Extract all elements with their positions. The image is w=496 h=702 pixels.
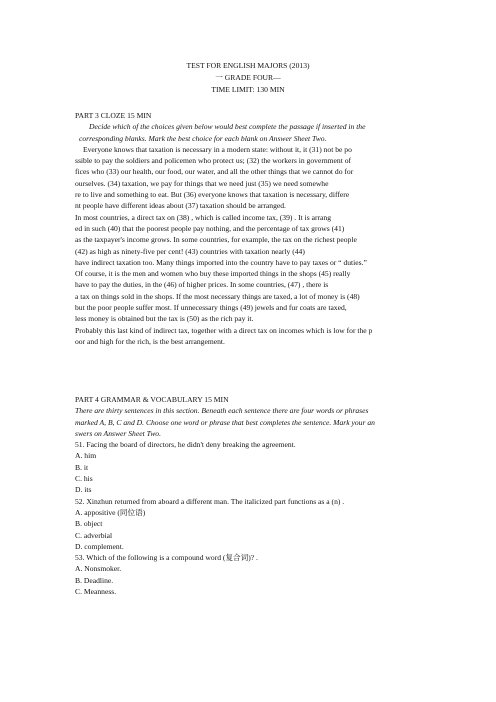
part3-instruction-line: Decide which of the choices given below would best complete the passage if inserted in the — [89, 122, 366, 132]
time-limit: TIME LIMIT: 130 MIN — [211, 85, 285, 94]
passage-line: Of course, it is the men and women who buy these imported things in the shops (45) really — [75, 269, 351, 279]
part4-instruction-line: There are thirty sentences in this section. Beneath each sentence there are four words or phrases — [75, 406, 369, 416]
part4-instruction-line: marked A, B, C and D. Choose one word or phrase that best completes the sentence. Mark your an — [75, 417, 375, 427]
part3-instruction-line: corresponding blanks. Mark the best choice for each blank on Answer Sheet Two. — [79, 133, 327, 143]
passage-line: a tax on things sold in the shops. If the most necessary things are taxed, a lot of money is (48) — [75, 291, 360, 301]
question-52-option: C. adverbial — [75, 530, 113, 540]
question-51-option: A. him — [75, 451, 97, 461]
passage-line: as the taxpayer's income grows. In some countries, for example, the tax on the richest people — [75, 235, 357, 245]
question-52-option: B. object — [75, 519, 103, 529]
question-53-option: A. Nonsmoker. — [75, 564, 122, 574]
question-52-option: D. complement. — [75, 541, 124, 551]
passage-line: (42) as high as ninety-five per cent! (43) countries with taxation nearly (44) — [75, 246, 305, 256]
passage-line: nt people have different ideas about (37) taxation should be arranged. — [75, 201, 286, 211]
question-53-option: C. Meanness. — [75, 587, 117, 597]
question-51-option: D. its — [75, 485, 92, 495]
part4-section — [75, 394, 423, 597]
part3-section — [75, 110, 423, 347]
passage-line: re to live and something to eat. But (36) everyone knows that taxation is necessary, differe — [75, 190, 350, 200]
passage-line: ourselves. (34) taxation, we pay for things that we need just (35) we need somewhe — [75, 178, 329, 188]
grade-label: 一 GRADE FOUR— — [215, 73, 281, 82]
passage-line: less money is obtained but the tax is (50) as the rich pay it. — [75, 314, 254, 324]
question-51-option: C. his — [75, 474, 93, 484]
passage-line: fices who (33) our health, our food, our water, and all the other things that we cannot do for — [75, 167, 354, 177]
part4-heading: PART 4 GRAMMAR & VOCABULARY 15 MIN — [75, 395, 229, 404]
question-52-option: A. appositive (同位语) — [75, 507, 146, 517]
exam-title: TEST FOR ENGLISH MAJORS (2013) — [186, 61, 310, 70]
part3-heading: PART 3 CLOZE 15 MIN — [75, 111, 152, 120]
question-52-stem: 52. Xinzhun returned from aboard a different man. The italicized part functions as a (n) . — [75, 496, 345, 506]
passage-line: Everyone knows that taxation is necessary in a modern state: without it, it (31) not be po — [83, 144, 352, 154]
passage-line: In most countries, a direct tax on (38) , which is called income tax, (39) . It is arrang — [75, 212, 331, 222]
passage-line: have to pay the duties, in the (46) of higher prices. In some countries, (47) , there is — [75, 280, 329, 290]
question-51-stem: 51. Facing the board of directors, he didn't deny breaking the agreement. — [75, 440, 296, 450]
passage-line: oor and high for the rich, is the best arrangement. — [75, 336, 225, 346]
part4-instruction-line: swers on Answer Sheet Two. — [75, 428, 161, 438]
passage-line: Probably this last kind of indirect tax, together with a direct tax on incomes which is low for the p — [75, 325, 373, 335]
question-53-option: B. Deadline. — [75, 575, 114, 585]
question-53-stem: 53. Which of the following is a compound word (复合词)? . — [75, 553, 258, 563]
passage-line: but the poor people suffer most. If unnecessary things (49) jewels and fur coats are taxed, — [75, 303, 347, 313]
passage-line: ed in such (40) that the poorest people pay nothing, and the percentage of tax grows (41) — [75, 223, 345, 233]
passage-line: ssible to pay the soldiers and policemen who protect us; (32) the workers in government of — [75, 156, 352, 166]
passage-line: have indirect taxation too. Many things imported into the country have to pay taxes or “ duties.” — [75, 257, 367, 267]
question-51-option: B. it — [75, 462, 89, 472]
